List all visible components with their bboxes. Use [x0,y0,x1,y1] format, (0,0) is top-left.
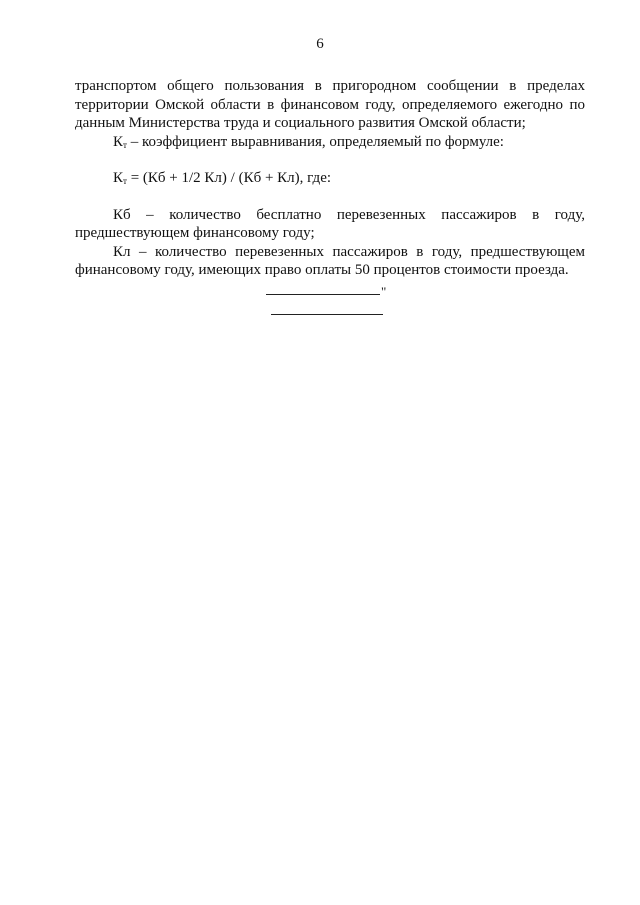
coefficient-definition-text: – коэффициент выравнивания, определяемый по формуле: [126,133,504,150]
spacer [75,151,585,169]
coefficient-symbol: К [113,133,124,150]
paragraph-continuation: транспортом общего пользования в пригородном сообщении в пределах территории Омской области в финансовом году, определяемого ежегодно по данным Министерства труда и социального развития Омской области; [75,78,585,131]
coefficient-subscript: т [123,139,127,150]
page-number: 6 [316,36,324,52]
formula-text: = (Кб + 1/2 Кл) / (Кб + Кл), где: [126,170,332,186]
formula-subscript: т [123,176,127,186]
formula-symbol: К [113,170,124,186]
closing-line-top [266,294,380,295]
formula [75,169,585,188]
paragraph-kl-definition: Кл – количество перевезенных пассажиров в году, предшествующем финансовому году, имеющих право оплаты 50 процентов стоимости проезда. [75,243,585,278]
document-body [75,77,585,280]
closing-quote: " [381,284,387,299]
closing-line-bottom [271,314,383,315]
paragraph-kb-definition: Кб – количество бесплатно перевезенных пассажиров в году, предшествующем финансовому году; [75,206,585,241]
spacer [75,188,585,206]
paragraph-coefficient-definition [75,133,585,152]
